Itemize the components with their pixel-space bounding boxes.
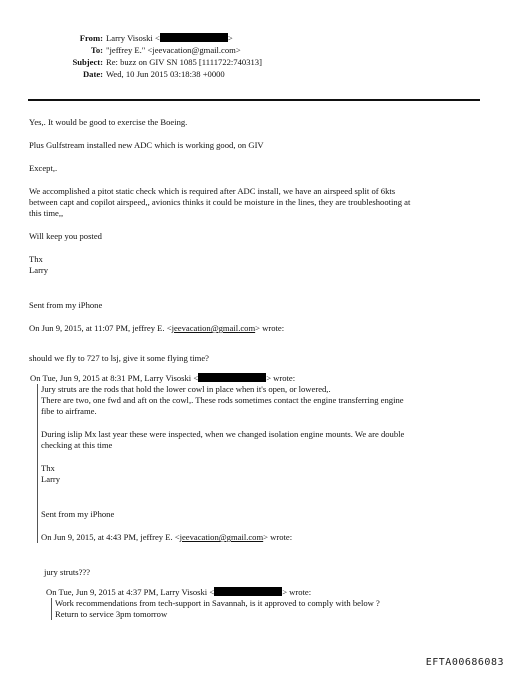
quote-block — [37, 384, 480, 543]
body-paragraph: Plus Gulfstream installed new ADC which is working good, on GIV — [29, 140, 264, 150]
date-label: Date: — [82, 69, 103, 79]
quoted-text: jury struts??? — [44, 567, 91, 577]
quoted-text: checking at this time — [41, 440, 113, 450]
body-paragraph: We accomplished a pitot static check which is required after ADC install, we have an airspeed split of 6kts — [29, 186, 396, 196]
subject-label: Subject: — [72, 57, 103, 67]
date-row — [0, 69, 512, 81]
body-paragraph: Yes,. It would be good to exercise the Boeing. — [29, 117, 188, 127]
quoted-text: Work recommendations from tech-support in Savannah, is it approved to comply with below ? — [55, 598, 380, 608]
subject-row — [0, 57, 512, 69]
body-paragraph: Except,. — [29, 163, 58, 173]
quoted-text: There are two, one fwd and aft on the cowl,. These rods sometimes contact the engine transferring engine — [41, 395, 404, 405]
subject-value: Re: buzz on GIV SN 1085 [1111722:740313] — [106, 57, 262, 67]
email-body — [29, 117, 481, 334]
redaction-box — [214, 587, 282, 596]
signature-iphone: Sent from my iPhone — [29, 300, 103, 310]
header-divider — [28, 99, 480, 101]
email-link[interactable]: jeevacation@gmail.com — [171, 323, 256, 333]
to-label: To: — [90, 45, 103, 55]
quote-block — [51, 598, 486, 620]
reply-attribution: On Jun 9, 2015, at 11:07 PM, jeffrey E. <jeevacation@gmail.com> wrote: — [29, 323, 285, 333]
quoted-text: should we fly to 727 to lsj, give it some flying time? — [29, 353, 209, 363]
body-paragraph: between capt and copilot airspeed,, avionics thinks it could be moisture in the lines, they are troubleshooting at — [29, 197, 411, 207]
document-id: EFTA00686083 — [425, 657, 504, 668]
from-label: From: — [79, 33, 103, 43]
from-value: Larry Visoski < — [106, 33, 160, 43]
signoff-name: Larry — [41, 474, 61, 484]
reply-attribution: On Jun 9, 2015, at 4:43 PM, jeffrey E. <jeevacation@gmail.com> wrote: — [41, 532, 293, 542]
quoted-message-1 — [29, 353, 484, 364]
from-suffix: > — [227, 33, 233, 43]
quoted-message-3 — [44, 567, 484, 578]
to-row — [0, 45, 512, 57]
body-paragraph: Will keep you posted — [29, 231, 102, 241]
from-row — [0, 33, 512, 45]
quoted-text: Jury struts are the rods that hold the lower cowl in place when it's open, or lowered,. — [41, 384, 331, 394]
quoted-text: fibe to airframe. — [41, 406, 97, 416]
quoted-text: Return to service 3pm tomorrow — [55, 609, 168, 619]
redaction-box — [160, 33, 228, 42]
quoted-message-4 — [46, 587, 486, 620]
date-value: Wed, 10 Jun 2015 03:18:38 +0000 — [106, 69, 225, 79]
email-link[interactable]: jeevacation@gmail.com — [179, 532, 264, 542]
quote-attribution: On Tue, Jun 9, 2015 at 4:37 PM, Larry Visoski < > wrote: — [46, 587, 312, 597]
quoted-message-2 — [30, 373, 480, 543]
signoff-thx: Thx — [41, 463, 55, 473]
to-value: "jeffrey E." <jeevacation@gmail.com> — [106, 45, 241, 55]
signature-iphone: Sent from my iPhone — [41, 509, 115, 519]
quoted-text: During islip Mx last year these were inspected, when we changed isolation engine mounts. We are double — [41, 429, 405, 439]
signoff-name: Larry — [29, 265, 49, 275]
email-header — [0, 33, 512, 81]
signoff-thx: Thx — [29, 254, 43, 264]
body-paragraph: this time,, — [29, 208, 64, 218]
quote-attribution: On Tue, Jun 9, 2015 at 8:31 PM, Larry Visoski < > wrote: — [30, 373, 296, 383]
redaction-box — [198, 373, 266, 382]
